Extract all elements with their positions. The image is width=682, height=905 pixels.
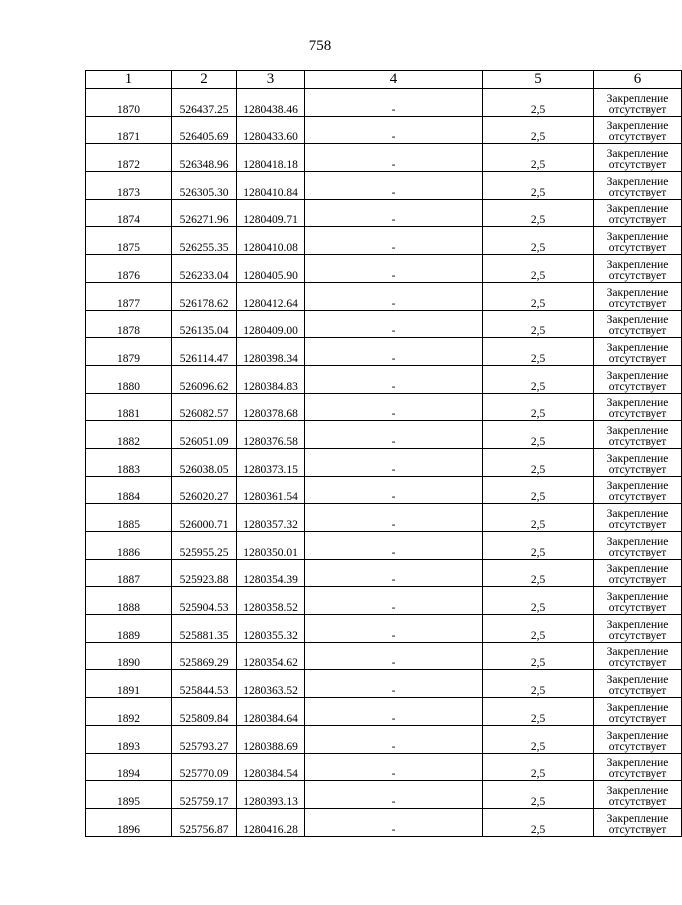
point-number-cell: 1896 (86, 808, 172, 836)
y-coordinate-cell: 1280405.90 (237, 255, 305, 283)
table-row (86, 670, 682, 698)
table-row (86, 725, 682, 753)
x-coordinate-cell: 525923.88 (172, 559, 237, 587)
y-coordinate-cell: 1280361.54 (237, 476, 305, 504)
point-number-cell: 1876 (86, 255, 172, 283)
y-coordinate-cell: 1280393.13 (237, 781, 305, 809)
y-coordinate-cell: 1280363.52 (237, 670, 305, 698)
table-row (86, 144, 682, 172)
column-5-cell: 2,5 (483, 808, 594, 836)
coordinates-table (85, 70, 682, 837)
point-number-cell: 1879 (86, 338, 172, 366)
column-5-cell: 2,5 (483, 587, 594, 615)
column-header: 4 (305, 71, 483, 89)
column-5-cell: 2,5 (483, 282, 594, 310)
point-number-cell: 1882 (86, 421, 172, 449)
table-row (86, 615, 682, 643)
table-row (86, 338, 682, 366)
point-number-cell: 1886 (86, 532, 172, 560)
x-coordinate-cell: 526348.96 (172, 144, 237, 172)
y-coordinate-cell: 1280409.71 (237, 199, 305, 227)
y-coordinate-cell: 1280384.54 (237, 753, 305, 781)
table-row (86, 282, 682, 310)
column-header: 1 (86, 71, 172, 89)
column-4-cell: - (305, 670, 483, 698)
x-coordinate-cell: 526051.09 (172, 421, 237, 449)
column-4-cell: - (305, 89, 483, 117)
table-row (86, 587, 682, 615)
point-number-cell: 1877 (86, 282, 172, 310)
point-number-cell: 1870 (86, 89, 172, 117)
y-coordinate-cell: 1280378.68 (237, 393, 305, 421)
point-number-cell: 1875 (86, 227, 172, 255)
fixing-note-cell: Закрепление отсутствует (594, 199, 682, 227)
fixing-note-cell: Закрепление отсутствует (594, 310, 682, 338)
column-5-cell: 2,5 (483, 559, 594, 587)
y-coordinate-cell: 1280358.52 (237, 587, 305, 615)
y-coordinate-cell: 1280418.18 (237, 144, 305, 172)
column-4-cell: - (305, 255, 483, 283)
column-5-cell: 2,5 (483, 227, 594, 255)
fixing-note-cell: Закрепление отсутствует (594, 725, 682, 753)
table-row (86, 698, 682, 726)
page-number: 758 (308, 38, 332, 54)
x-coordinate-cell: 525809.84 (172, 698, 237, 726)
point-number-cell: 1887 (86, 559, 172, 587)
x-coordinate-cell: 526000.71 (172, 504, 237, 532)
column-5-cell: 2,5 (483, 172, 594, 200)
y-coordinate-cell: 1280355.32 (237, 615, 305, 643)
table-row (86, 476, 682, 504)
point-number-cell: 1894 (86, 753, 172, 781)
table-row (86, 227, 682, 255)
x-coordinate-cell: 526038.05 (172, 448, 237, 476)
fixing-note-cell: Закрепление отсутствует (594, 753, 682, 781)
x-coordinate-cell: 526114.47 (172, 338, 237, 366)
column-header: 2 (172, 71, 237, 89)
column-5-cell: 2,5 (483, 89, 594, 117)
point-number-cell: 1884 (86, 476, 172, 504)
y-coordinate-cell: 1280357.32 (237, 504, 305, 532)
column-5-cell: 2,5 (483, 698, 594, 726)
y-coordinate-cell: 1280409.00 (237, 310, 305, 338)
fixing-note-cell: Закрепление отсутствует (594, 559, 682, 587)
x-coordinate-cell: 526020.27 (172, 476, 237, 504)
fixing-note-cell: Закрепление отсутствует (594, 338, 682, 366)
table-row (86, 255, 682, 283)
table-row (86, 504, 682, 532)
table-row (86, 421, 682, 449)
y-coordinate-cell: 1280354.39 (237, 559, 305, 587)
table-row (86, 781, 682, 809)
column-5-cell: 2,5 (483, 753, 594, 781)
fixing-note-cell: Закрепление отсутствует (594, 670, 682, 698)
table-row (86, 172, 682, 200)
column-4-cell: - (305, 310, 483, 338)
y-coordinate-cell: 1280354.62 (237, 642, 305, 670)
fixing-note-cell: Закрепление отсутствует (594, 421, 682, 449)
column-5-cell: 2,5 (483, 310, 594, 338)
column-4-cell: - (305, 172, 483, 200)
x-coordinate-cell: 525955.25 (172, 532, 237, 560)
x-coordinate-cell: 526255.35 (172, 227, 237, 255)
point-number-cell: 1890 (86, 642, 172, 670)
y-coordinate-cell: 1280376.58 (237, 421, 305, 449)
x-coordinate-cell: 525756.87 (172, 808, 237, 836)
x-coordinate-cell: 526305.30 (172, 172, 237, 200)
column-4-cell: - (305, 282, 483, 310)
table-row (86, 559, 682, 587)
y-coordinate-cell: 1280384.83 (237, 365, 305, 393)
column-4-cell: - (305, 725, 483, 753)
point-number-cell: 1885 (86, 504, 172, 532)
table-row (86, 532, 682, 560)
column-4-cell: - (305, 615, 483, 643)
column-5-cell: 2,5 (483, 338, 594, 366)
column-4-cell: - (305, 476, 483, 504)
point-number-cell: 1893 (86, 725, 172, 753)
column-5-cell: 2,5 (483, 116, 594, 144)
x-coordinate-cell: 525869.29 (172, 642, 237, 670)
y-coordinate-cell: 1280350.01 (237, 532, 305, 560)
point-number-cell: 1871 (86, 116, 172, 144)
x-coordinate-cell: 526405.69 (172, 116, 237, 144)
x-coordinate-cell: 526082.57 (172, 393, 237, 421)
y-coordinate-cell: 1280388.69 (237, 725, 305, 753)
column-5-cell: 2,5 (483, 532, 594, 560)
fixing-note-cell: Закрепление отсутствует (594, 448, 682, 476)
column-4-cell: - (305, 504, 483, 532)
y-coordinate-cell: 1280373.15 (237, 448, 305, 476)
table-row (86, 448, 682, 476)
y-coordinate-cell: 1280416.28 (237, 808, 305, 836)
column-5-cell: 2,5 (483, 615, 594, 643)
x-coordinate-cell: 526178.62 (172, 282, 237, 310)
point-number-cell: 1883 (86, 448, 172, 476)
fixing-note-cell: Закрепление отсутствует (594, 642, 682, 670)
x-coordinate-cell: 525770.09 (172, 753, 237, 781)
fixing-note-cell: Закрепление отсутствует (594, 587, 682, 615)
y-coordinate-cell: 1280438.46 (237, 89, 305, 117)
column-4-cell: - (305, 642, 483, 670)
point-number-cell: 1880 (86, 365, 172, 393)
fixing-note-cell: Закрепление отсутствует (594, 89, 682, 117)
column-4-cell: - (305, 116, 483, 144)
table-header-row (86, 71, 682, 89)
column-4-cell: - (305, 448, 483, 476)
x-coordinate-cell: 525759.17 (172, 781, 237, 809)
column-4-cell: - (305, 808, 483, 836)
y-coordinate-cell: 1280410.84 (237, 172, 305, 200)
point-number-cell: 1889 (86, 615, 172, 643)
fixing-note-cell: Закрепление отсутствует (594, 227, 682, 255)
point-number-cell: 1878 (86, 310, 172, 338)
column-5-cell: 2,5 (483, 421, 594, 449)
table-row (86, 310, 682, 338)
point-number-cell: 1873 (86, 172, 172, 200)
fixing-note-cell: Закрепление отсутствует (594, 615, 682, 643)
fixing-note-cell: Закрепление отсутствует (594, 781, 682, 809)
fixing-note-cell: Закрепление отсутствует (594, 476, 682, 504)
column-4-cell: - (305, 199, 483, 227)
point-number-cell: 1895 (86, 781, 172, 809)
table-row (86, 116, 682, 144)
y-coordinate-cell: 1280410.08 (237, 227, 305, 255)
column-header: 6 (594, 71, 682, 89)
fixing-note-cell: Закрепление отсутствует (594, 504, 682, 532)
column-5-cell: 2,5 (483, 365, 594, 393)
fixing-note-cell: Закрепление отсутствует (594, 393, 682, 421)
column-5-cell: 2,5 (483, 504, 594, 532)
table-row (86, 199, 682, 227)
point-number-cell: 1874 (86, 199, 172, 227)
fixing-note-cell: Закрепление отсутствует (594, 282, 682, 310)
fixing-note-cell: Закрепление отсутствует (594, 365, 682, 393)
column-4-cell: - (305, 144, 483, 172)
column-5-cell: 2,5 (483, 255, 594, 283)
table-row (86, 393, 682, 421)
fixing-note-cell: Закрепление отсутствует (594, 116, 682, 144)
y-coordinate-cell: 1280384.64 (237, 698, 305, 726)
fixing-note-cell: Закрепление отсутствует (594, 808, 682, 836)
y-coordinate-cell: 1280412.64 (237, 282, 305, 310)
column-5-cell: 2,5 (483, 476, 594, 504)
x-coordinate-cell: 525881.35 (172, 615, 237, 643)
point-number-cell: 1891 (86, 670, 172, 698)
column-5-cell: 2,5 (483, 670, 594, 698)
column-4-cell: - (305, 781, 483, 809)
x-coordinate-cell: 526437.25 (172, 89, 237, 117)
x-coordinate-cell: 525793.27 (172, 725, 237, 753)
column-4-cell: - (305, 753, 483, 781)
column-4-cell: - (305, 532, 483, 560)
column-4-cell: - (305, 587, 483, 615)
column-4-cell: - (305, 227, 483, 255)
table-row (86, 89, 682, 117)
table-row (86, 753, 682, 781)
column-5-cell: 2,5 (483, 725, 594, 753)
point-number-cell: 1892 (86, 698, 172, 726)
column-5-cell: 2,5 (483, 781, 594, 809)
column-4-cell: - (305, 365, 483, 393)
table-row (86, 642, 682, 670)
x-coordinate-cell: 525844.53 (172, 670, 237, 698)
y-coordinate-cell: 1280433.60 (237, 116, 305, 144)
point-number-cell: 1872 (86, 144, 172, 172)
x-coordinate-cell: 526271.96 (172, 199, 237, 227)
column-5-cell: 2,5 (483, 393, 594, 421)
column-4-cell: - (305, 393, 483, 421)
x-coordinate-cell: 526233.04 (172, 255, 237, 283)
column-4-cell: - (305, 559, 483, 587)
column-header: 3 (237, 71, 305, 89)
column-4-cell: - (305, 421, 483, 449)
x-coordinate-cell: 526135.04 (172, 310, 237, 338)
fixing-note-cell: Закрепление отсутствует (594, 532, 682, 560)
column-4-cell: - (305, 338, 483, 366)
table-body (86, 89, 682, 837)
column-header: 5 (483, 71, 594, 89)
column-5-cell: 2,5 (483, 642, 594, 670)
fixing-note-cell: Закрепление отсутствует (594, 144, 682, 172)
x-coordinate-cell: 526096.62 (172, 365, 237, 393)
column-5-cell: 2,5 (483, 448, 594, 476)
fixing-note-cell: Закрепление отсутствует (594, 698, 682, 726)
fixing-note-cell: Закрепление отсутствует (594, 172, 682, 200)
table-row (86, 808, 682, 836)
point-number-cell: 1881 (86, 393, 172, 421)
y-coordinate-cell: 1280398.34 (237, 338, 305, 366)
table-row (86, 365, 682, 393)
point-number-cell: 1888 (86, 587, 172, 615)
fixing-note-cell: Закрепление отсутствует (594, 255, 682, 283)
column-4-cell: - (305, 698, 483, 726)
column-5-cell: 2,5 (483, 144, 594, 172)
x-coordinate-cell: 525904.53 (172, 587, 237, 615)
column-5-cell: 2,5 (483, 199, 594, 227)
